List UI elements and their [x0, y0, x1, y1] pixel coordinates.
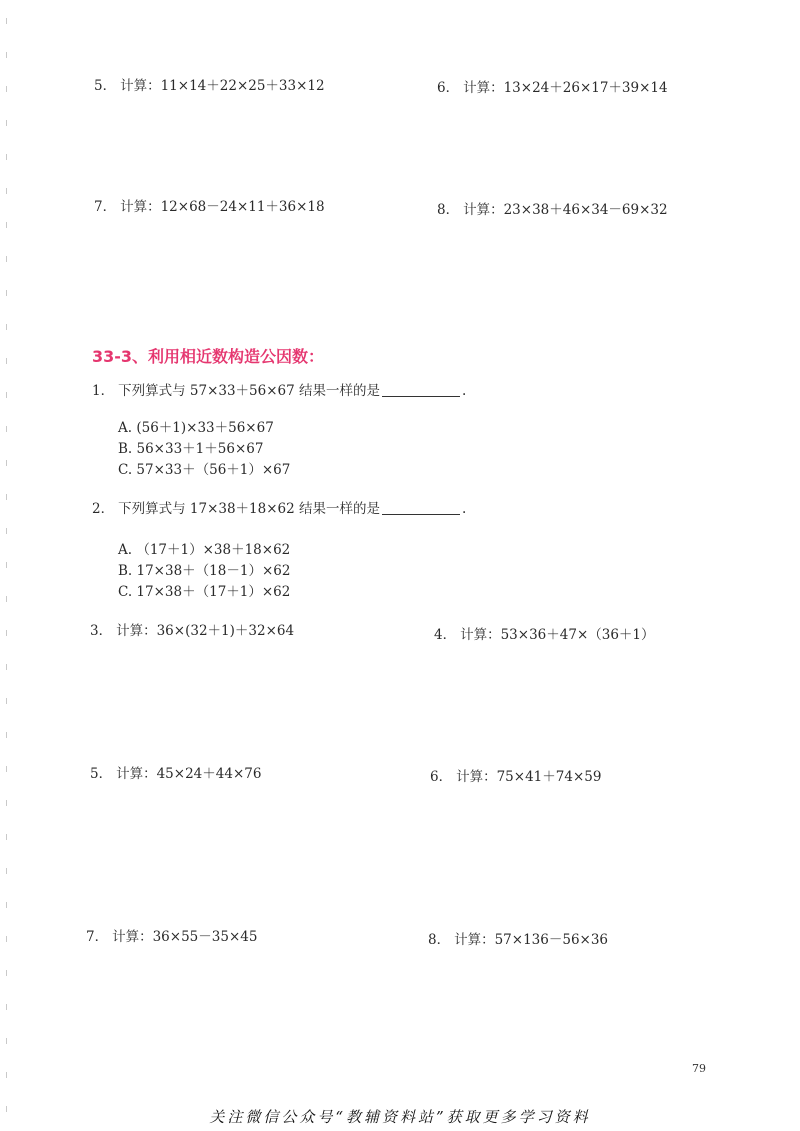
problem-label: 计算： [456, 769, 497, 785]
problem-number: 5． [90, 766, 113, 782]
problem-label: 计算： [112, 929, 153, 945]
problem-number: 3． [90, 623, 113, 639]
problem-6 [430, 768, 601, 786]
problem-label: 计算： [116, 623, 157, 639]
problem-7-top [94, 198, 325, 216]
problem-3 [90, 622, 294, 640]
question-end: . [462, 383, 467, 399]
problem-expression: 36×55－35×45 [152, 929, 258, 945]
problem-expression: 53×36＋47×（36＋1） [500, 627, 655, 643]
question-1-stem [92, 382, 466, 400]
problem-number: 7． [94, 199, 117, 215]
problem-label: 计算： [116, 766, 157, 782]
problem-8 [428, 931, 608, 949]
question-end: . [462, 501, 467, 517]
problem-number: 4． [434, 627, 457, 643]
problem-label: 计算： [463, 202, 504, 218]
question-1-option-c: C. 57×33＋（56＋1）×67 [118, 462, 291, 478]
binding-margin-marks [4, 0, 14, 1131]
question-2-option-b: B. 17×38＋（18－1）×62 [118, 563, 291, 579]
page-number: 79 [692, 1062, 706, 1075]
problem-expression: 11×14＋22×25＋33×12 [160, 78, 325, 94]
problem-label: 计算： [454, 932, 495, 948]
question-number: 2． [92, 501, 115, 517]
problem-expression: 57×136－56×36 [494, 932, 609, 948]
question-number: 1． [92, 383, 115, 399]
problem-label: 计算： [463, 80, 504, 96]
problem-6-top [437, 79, 668, 97]
problem-number: 6． [430, 769, 453, 785]
problem-expression: 13×24＋26×17＋39×14 [503, 80, 668, 96]
answer-blank[interactable] [382, 384, 460, 397]
question-1-option-b: B. 56×33＋1＋56×67 [118, 441, 264, 457]
problem-label: 计算： [120, 199, 161, 215]
problem-4 [434, 626, 655, 644]
problem-number: 8． [428, 932, 451, 948]
problem-expression: 75×41＋74×59 [496, 769, 602, 785]
question-2-option-c: C. 17×38＋（17＋1）×62 [118, 584, 291, 600]
problem-8-top [437, 201, 668, 219]
problem-number: 6． [437, 80, 460, 96]
problem-5-top [94, 77, 325, 95]
question-2-option-a: A. （17＋1）×38＋18×62 [118, 542, 291, 558]
problem-7 [86, 928, 257, 946]
question-1-option-a: A. (56＋1)×33＋56×67 [118, 420, 274, 436]
problem-expression: 45×24＋44×76 [156, 766, 262, 782]
problem-expression: 36×(32＋1)＋32×64 [156, 623, 295, 639]
problem-expression: 12×68－24×11＋36×18 [160, 199, 325, 215]
question-text: 下列算式与 17×38＋18×62 结果一样的是 [118, 501, 381, 517]
problem-number: 7． [86, 929, 109, 945]
problem-label: 计算： [460, 627, 501, 643]
question-2-stem [92, 500, 466, 518]
problem-number: 8． [437, 202, 460, 218]
footer-watermark: 关注微信公众号“教辅资料站”获取更多学习资料 [209, 1108, 591, 1126]
question-text: 下列算式与 57×33＋56×67 结果一样的是 [118, 383, 381, 399]
problem-number: 5． [94, 78, 117, 94]
problem-expression: 23×38＋46×34－69×32 [503, 202, 668, 218]
section-heading: 33-3、利用相近数构造公因数： [92, 347, 325, 366]
answer-blank[interactable] [382, 502, 460, 515]
problem-label: 计算： [120, 78, 161, 94]
problem-5 [90, 765, 261, 783]
